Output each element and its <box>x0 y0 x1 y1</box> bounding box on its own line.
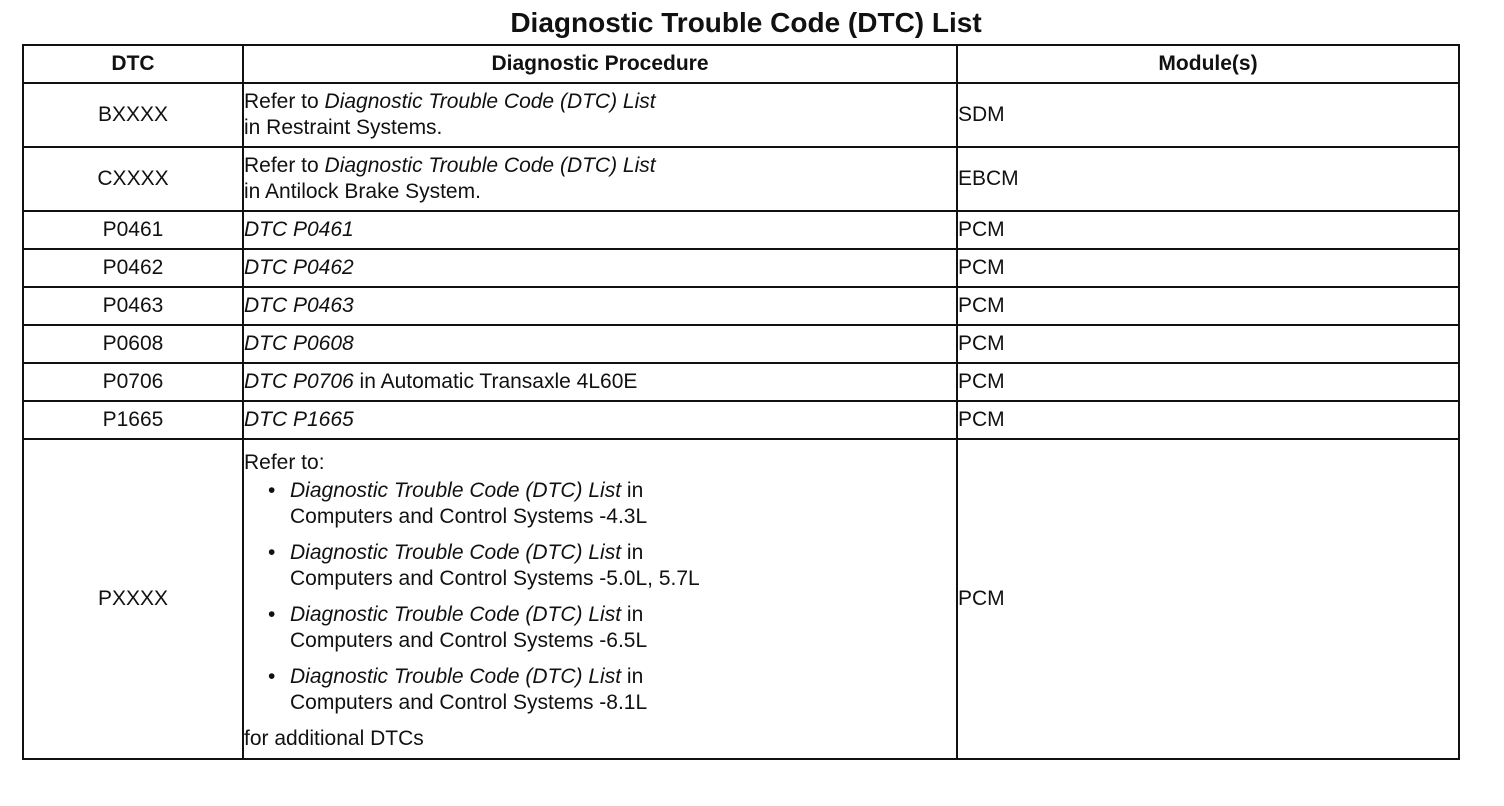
procedure-location: in Antilock Brake System. <box>244 180 481 203</box>
reference-location: Computers and Control Systems -5.0L, 5.7L <box>290 567 700 590</box>
procedure-cell <box>243 287 957 325</box>
dtc-code: P0461 <box>23 211 243 249</box>
module-cell: SDM <box>957 83 1459 147</box>
procedure-reference: DTC P0608 <box>244 332 354 355</box>
table-row <box>23 287 1459 325</box>
bullet-icon: • <box>268 479 276 502</box>
dtc-code: P0706 <box>23 363 243 401</box>
procedure-prefix: Refer to <box>244 90 325 113</box>
module-cell: PCM <box>957 325 1459 363</box>
reference-location: Computers and Control Systems -6.5L <box>290 629 648 652</box>
reference-location: Computers and Control Systems -8.1L <box>290 691 648 714</box>
procedure-cell <box>243 325 957 363</box>
header-procedure: Diagnostic Procedure <box>243 45 957 83</box>
table-row <box>23 363 1459 401</box>
module-cell: PCM <box>957 249 1459 287</box>
bullet-icon: • <box>268 541 276 564</box>
bullet-icon: • <box>268 603 276 626</box>
module-cell: PCM <box>957 211 1459 249</box>
table-row <box>23 83 1459 147</box>
procedure-cell <box>243 211 957 249</box>
module-cell: PCM <box>957 287 1459 325</box>
bullet-icon: • <box>268 665 276 688</box>
procedure-suffix: in Automatic Transaxle 4L60E <box>353 370 638 393</box>
dtc-code: PXXXX <box>23 439 243 759</box>
module-cell: EBCM <box>957 147 1459 211</box>
module-cell: PCM <box>957 401 1459 439</box>
reference-title: Diagnostic Trouble Code (DTC) List <box>290 541 622 564</box>
procedure-reference: DTC P0463 <box>244 294 354 317</box>
reference-title: Diagnostic Trouble Code (DTC) List <box>290 479 622 502</box>
page-title: Diagnostic Trouble Code (DTC) List <box>510 7 982 38</box>
reference-location: Computers and Control Systems -4.3L <box>290 505 648 528</box>
reference-connector: in <box>621 603 644 626</box>
procedure-prefix: Refer to <box>244 154 325 177</box>
list-item <box>266 478 956 530</box>
table-row <box>23 211 1459 249</box>
procedure-reference: DTC P0462 <box>244 256 354 279</box>
dtc-code: P0608 <box>23 325 243 363</box>
table-header-row <box>23 45 1459 83</box>
dtc-table <box>22 44 1460 760</box>
dtc-code: P0463 <box>23 287 243 325</box>
table-row <box>23 439 1459 759</box>
procedure-cell <box>243 83 957 147</box>
procedure-cell <box>243 249 957 287</box>
dtc-code: P1665 <box>23 401 243 439</box>
reference-connector: in <box>621 665 644 688</box>
reference-list <box>244 478 956 716</box>
procedure-location: in Restraint Systems. <box>244 116 443 139</box>
dtc-code: CXXXX <box>23 147 243 211</box>
reference-connector: in <box>621 541 644 564</box>
procedure-cell <box>243 401 957 439</box>
table-row <box>23 325 1459 363</box>
procedure-cell <box>243 363 957 401</box>
procedure-intro: Refer to: <box>244 451 325 474</box>
procedure-cell <box>243 439 957 759</box>
procedure-reference: DTC P0706 <box>244 370 354 393</box>
module-cell: PCM <box>957 439 1459 759</box>
procedure-reference: DTC P0461 <box>244 218 354 241</box>
module-cell: PCM <box>957 363 1459 401</box>
table-row <box>23 249 1459 287</box>
list-item <box>266 540 956 592</box>
list-item <box>266 602 956 654</box>
table-row <box>23 147 1459 211</box>
dtc-code: P0462 <box>23 249 243 287</box>
reference-connector: in <box>621 479 644 502</box>
procedure-outro: for additional DTCs <box>244 727 424 750</box>
procedure-reference: Diagnostic Trouble Code (DTC) List <box>324 154 656 177</box>
header-modules: Module(s) <box>957 45 1459 83</box>
header-dtc: DTC <box>23 45 243 83</box>
procedure-reference: Diagnostic Trouble Code (DTC) List <box>324 90 656 113</box>
reference-title: Diagnostic Trouble Code (DTC) List <box>290 665 622 688</box>
procedure-cell <box>243 147 957 211</box>
dtc-code: BXXXX <box>23 83 243 147</box>
procedure-reference: DTC P1665 <box>244 408 354 431</box>
table-row <box>23 401 1459 439</box>
list-item <box>266 664 956 716</box>
reference-title: Diagnostic Trouble Code (DTC) List <box>290 603 622 626</box>
